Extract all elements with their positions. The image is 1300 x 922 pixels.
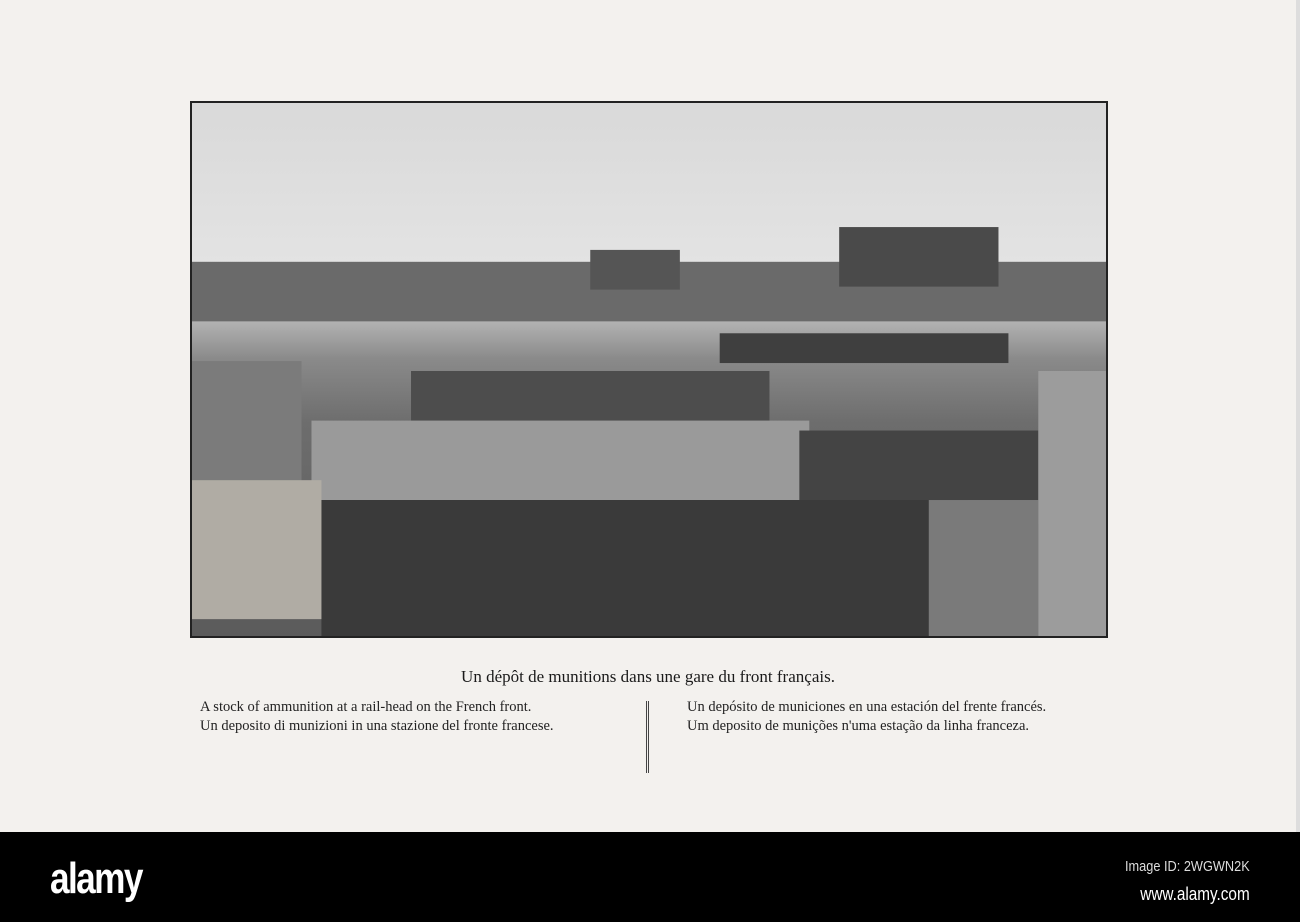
caption-italian: Un deposito di munizioni in una stazione del fronte francese. — [200, 718, 554, 734]
caption-spanish: Un depósito de municiones en una estación del frente francés. — [687, 699, 1047, 715]
rail-wagon — [590, 250, 680, 290]
caption-english: A stock of ammunition at a rail-head on the French front. — [200, 699, 532, 715]
photograph-ammunition-depot — [190, 101, 1108, 638]
railcar-platform — [720, 333, 1009, 363]
column-divider — [646, 701, 649, 773]
crates-stack — [1038, 371, 1106, 636]
watermark-url: www.alamy.com — [1140, 884, 1250, 904]
crates — [929, 500, 1039, 636]
small-shells-field — [321, 500, 968, 636]
image-id: Image ID: 2WGWN2K — [1125, 858, 1250, 875]
photo-scene — [192, 103, 1106, 636]
alamy-logo: alamy — [50, 854, 142, 903]
large-shells — [799, 431, 1038, 500]
caption-right-column — [687, 698, 1103, 736]
watermark-bar — [0, 834, 1300, 922]
rail-wagon — [839, 227, 998, 287]
shell-row — [411, 371, 769, 421]
wooden-bench — [192, 480, 321, 619]
caption-portuguese: Um deposito de munições n'uma estação da linha franceza. — [687, 718, 1030, 734]
large-shells — [311, 421, 809, 500]
caption-title: Un dépôt de munitions dans une gare du front français. — [461, 667, 835, 686]
caption-left-column — [200, 698, 616, 736]
